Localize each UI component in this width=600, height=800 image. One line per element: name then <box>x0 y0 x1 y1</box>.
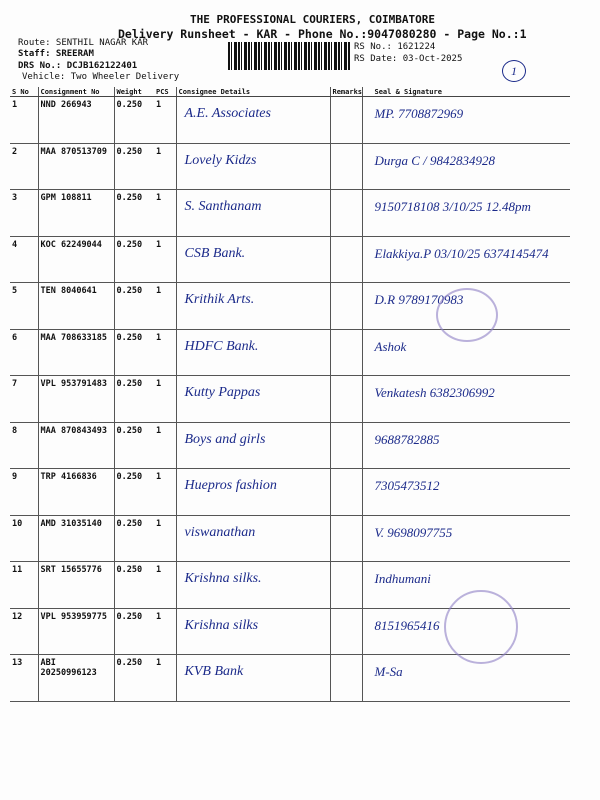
weight-cell <box>114 97 154 144</box>
weight-cell <box>114 329 154 376</box>
weight: 0.250 <box>116 193 143 203</box>
company-title: THE PROFESSIONAL COURIERS, COIMBATORE <box>190 13 436 26</box>
consignment-number: KOC 62249044 <box>40 239 102 250</box>
row-sno-cell <box>10 655 38 702</box>
weight: 0.250 <box>116 658 143 668</box>
pcs: 1 <box>156 100 162 110</box>
rs-number: RS No.: 1621224 <box>354 42 436 52</box>
pcs-cell <box>154 97 176 144</box>
consignee-handwritten-cell <box>176 608 330 655</box>
consignment-number-cell <box>38 655 114 702</box>
signature-handwritten: 9150718108 3/10/25 12.48pm <box>374 199 531 214</box>
consignee-handwritten-cell <box>176 422 330 469</box>
signature-handwritten: Venkatesh 6382306992 <box>374 385 495 400</box>
consignee-handwritten: Kutty Pappas <box>184 385 261 400</box>
pcs: 1 <box>156 425 162 436</box>
weight: 0.250 <box>116 146 143 157</box>
row-sno-cell <box>10 97 38 144</box>
consignment-number: MAA 708633185 <box>40 332 108 343</box>
route: Route: SENTHIL NAGAR KAR <box>18 38 149 48</box>
weight-cell <box>114 469 154 516</box>
table-row <box>10 143 570 190</box>
table-row <box>10 376 570 423</box>
row-sno-cell <box>10 469 38 516</box>
consignment-number-cell <box>38 376 114 423</box>
row-sno: 8 <box>12 425 18 436</box>
consignment-number: TEN 8040641 <box>40 286 97 296</box>
table-row <box>10 97 570 144</box>
consignee-handwritten: Huepros fashion <box>184 478 277 493</box>
consignment-number: VPL 953959775 <box>40 611 108 622</box>
runsheet-subtitle: Delivery Runsheet - KAR - Phone No.:9047080280 - Page No.:1 <box>118 27 527 41</box>
remarks-cell <box>330 469 362 516</box>
remarks-cell <box>330 97 362 144</box>
row-sno: 13 <box>12 658 23 668</box>
weight-cell <box>114 655 154 702</box>
signature-handwritten: 7305473512 <box>374 478 440 493</box>
col-consignment: Consignment No <box>38 87 114 97</box>
row-sno-cell <box>10 190 38 237</box>
signature-handwritten: 8151965416 <box>374 617 440 633</box>
signature-handwritten-cell <box>362 190 570 237</box>
weight-cell <box>114 608 154 655</box>
consignment-number: VPL 953791483 <box>40 379 108 389</box>
weight: 0.250 <box>116 518 143 529</box>
signature-handwritten-cell <box>362 655 570 702</box>
consignee-handwritten: Krithik Arts. <box>184 292 255 307</box>
consignment-number: MAA 870843493 <box>40 425 108 436</box>
consignee-handwritten: Krishna silks <box>184 617 259 633</box>
weight-cell <box>114 190 154 237</box>
barcode <box>228 42 350 70</box>
vehicle: Vehicle: Two Wheeler Delivery <box>22 72 180 82</box>
remarks-cell <box>330 190 362 237</box>
row-sno: 4 <box>12 239 18 250</box>
consignee-handwritten: viswanathan <box>184 524 256 540</box>
table-row <box>10 422 570 469</box>
remarks-cell <box>330 515 362 562</box>
pcs-cell <box>154 190 176 237</box>
consignment-number-cell <box>38 562 114 609</box>
col-sno: S No <box>10 87 38 97</box>
consignee-handwritten: KVB Bank <box>184 664 244 679</box>
rs-date: RS Date: 03-Oct-2025 <box>354 54 463 64</box>
weight-cell <box>114 376 154 423</box>
signature-handwritten-cell <box>362 469 570 516</box>
table-row <box>10 190 570 237</box>
pcs-cell <box>154 283 176 330</box>
table-row <box>10 515 570 562</box>
bank-seal-stamp <box>436 288 498 342</box>
pcs: 1 <box>156 658 162 668</box>
row-sno-cell <box>10 236 38 283</box>
pcs-cell <box>154 329 176 376</box>
table-row <box>10 469 570 516</box>
weight-cell <box>114 562 154 609</box>
consignment-number-cell <box>38 97 114 144</box>
pcs: 1 <box>156 286 162 296</box>
weight: 0.250 <box>116 332 143 343</box>
signature-handwritten-cell <box>362 143 570 190</box>
col-remarks: Remarks <box>330 87 362 97</box>
remarks-cell <box>330 655 362 702</box>
consignee-handwritten-cell <box>176 655 330 702</box>
consignment-number: NND 266943 <box>40 100 92 110</box>
remarks-cell <box>330 283 362 330</box>
consignment-number-cell <box>38 190 114 237</box>
pcs: 1 <box>156 565 162 575</box>
consignee-handwritten: A.E. Associates <box>184 106 271 121</box>
col-signature: Seal & Signature <box>362 87 570 97</box>
pcs: 1 <box>156 518 162 529</box>
col-weight: Weight <box>114 87 154 97</box>
pcs: 1 <box>156 379 162 389</box>
pcs-cell <box>154 562 176 609</box>
weight-cell <box>114 515 154 562</box>
row-sno: 3 <box>12 193 18 203</box>
consignment-number-cell <box>38 329 114 376</box>
signature-handwritten: 9688782885 <box>374 431 440 447</box>
kvb-seal-stamp <box>444 590 518 664</box>
consignee-handwritten-cell <box>176 97 330 144</box>
weight: 0.250 <box>116 425 143 436</box>
row-sno: 6 <box>12 332 18 343</box>
consignee-handwritten-cell <box>176 376 330 423</box>
consignment-number: AMD 31035140 <box>40 518 102 529</box>
pcs-cell <box>154 608 176 655</box>
row-sno-cell <box>10 283 38 330</box>
row-sno: 9 <box>12 472 18 482</box>
consignee-handwritten-cell <box>176 562 330 609</box>
consignee-handwritten-cell <box>176 190 330 237</box>
row-sno: 7 <box>12 379 18 389</box>
remarks-cell <box>330 236 362 283</box>
pcs: 1 <box>156 239 162 250</box>
weight: 0.250 <box>116 472 143 482</box>
consignment-number-cell <box>38 236 114 283</box>
row-sno-cell <box>10 329 38 376</box>
row-sno: 2 <box>12 146 18 157</box>
consignee-handwritten: CSB Bank. <box>184 245 246 261</box>
signature-handwritten: M-Sa <box>374 664 403 679</box>
consignment-number: MAA 870513709 <box>40 146 108 157</box>
consignee-handwritten-cell <box>176 329 330 376</box>
signature-handwritten: MP. 7708872969 <box>374 106 464 121</box>
consignment-number: TRP 4166836 <box>40 472 97 482</box>
pcs: 1 <box>156 146 162 157</box>
pcs-cell <box>154 236 176 283</box>
weight-cell <box>114 283 154 330</box>
consignment-number-cell <box>38 283 114 330</box>
signature-handwritten-cell <box>362 422 570 469</box>
col-consignee: Consignee Details <box>176 87 330 97</box>
row-sno-cell <box>10 422 38 469</box>
signature-handwritten: Durga C / 9842834928 <box>374 152 495 168</box>
row-sno-cell <box>10 562 38 609</box>
consignment-number-cell <box>38 422 114 469</box>
pcs: 1 <box>156 193 162 203</box>
table-header <box>10 87 570 97</box>
row-sno-cell <box>10 515 38 562</box>
weight: 0.250 <box>116 611 143 622</box>
remarks-cell <box>330 376 362 423</box>
pcs: 1 <box>156 472 162 482</box>
drs-number: DRS No.: DCJB162122401 <box>18 61 138 71</box>
remarks-cell <box>330 562 362 609</box>
col-pcs: PCS <box>154 87 176 97</box>
consignment-number-cell <box>38 469 114 516</box>
consignee-handwritten: Lovely Kidzs <box>184 152 257 168</box>
consignee-handwritten: S. Santhanam <box>184 199 262 214</box>
consignee-handwritten: HDFC Bank. <box>184 338 259 354</box>
remarks-cell <box>330 143 362 190</box>
consignee-handwritten-cell <box>176 236 330 283</box>
row-sno: 1 <box>12 100 18 110</box>
pcs-cell <box>154 422 176 469</box>
weight-cell <box>114 422 154 469</box>
consignment-number: ABI 20250996123 <box>40 658 97 678</box>
pcs-cell <box>154 143 176 190</box>
remarks-cell <box>330 608 362 655</box>
consignee-handwritten-cell <box>176 143 330 190</box>
row-sno: 10 <box>12 518 23 529</box>
signature-handwritten-cell <box>362 97 570 144</box>
pcs: 1 <box>156 611 162 622</box>
consignee-handwritten-cell <box>176 515 330 562</box>
table-row <box>10 236 570 283</box>
signature-handwritten-cell <box>362 376 570 423</box>
signature-handwritten: Elakkiya.P 03/10/25 6374145474 <box>374 245 549 261</box>
pcs-cell <box>154 469 176 516</box>
signature-handwritten: Indhumani <box>374 571 431 586</box>
consignment-number-cell <box>38 608 114 655</box>
consignment-number: SRT 15655776 <box>40 565 102 575</box>
consignment-number-cell <box>38 143 114 190</box>
weight-cell <box>114 143 154 190</box>
signature-handwritten-cell <box>362 515 570 562</box>
weight: 0.250 <box>116 286 143 296</box>
weight-cell <box>114 236 154 283</box>
consignment-number-cell <box>38 515 114 562</box>
row-sno: 5 <box>12 286 18 296</box>
remarks-cell <box>330 329 362 376</box>
signature-handwritten: D.R 9789170983 <box>374 292 464 307</box>
staff: Staff: SREERAM <box>18 49 94 59</box>
signature-handwritten: Ashok <box>374 338 407 354</box>
consignee-handwritten-cell <box>176 283 330 330</box>
consignee-handwritten: Boys and girls <box>184 431 266 447</box>
remarks-cell <box>330 422 362 469</box>
row-sno: 12 <box>12 611 23 622</box>
consignee-handwritten: Krishna silks. <box>184 571 262 586</box>
weight: 0.250 <box>116 379 143 389</box>
row-sno-cell <box>10 143 38 190</box>
row-sno-cell <box>10 376 38 423</box>
signature-handwritten-cell <box>362 236 570 283</box>
weight: 0.250 <box>116 239 143 250</box>
row-sno: 11 <box>12 565 23 575</box>
consignee-handwritten-cell <box>176 469 330 516</box>
signature-handwritten: V. 9698097755 <box>374 524 453 540</box>
pcs: 1 <box>156 332 162 343</box>
weight: 0.250 <box>116 565 143 575</box>
pcs-cell <box>154 376 176 423</box>
consignment-number: GPM 108811 <box>40 193 92 203</box>
pcs-cell <box>154 515 176 562</box>
weight: 0.250 <box>116 100 143 110</box>
page-mark-handwritten: 1 <box>502 60 526 82</box>
row-sno-cell <box>10 608 38 655</box>
pcs-cell <box>154 655 176 702</box>
